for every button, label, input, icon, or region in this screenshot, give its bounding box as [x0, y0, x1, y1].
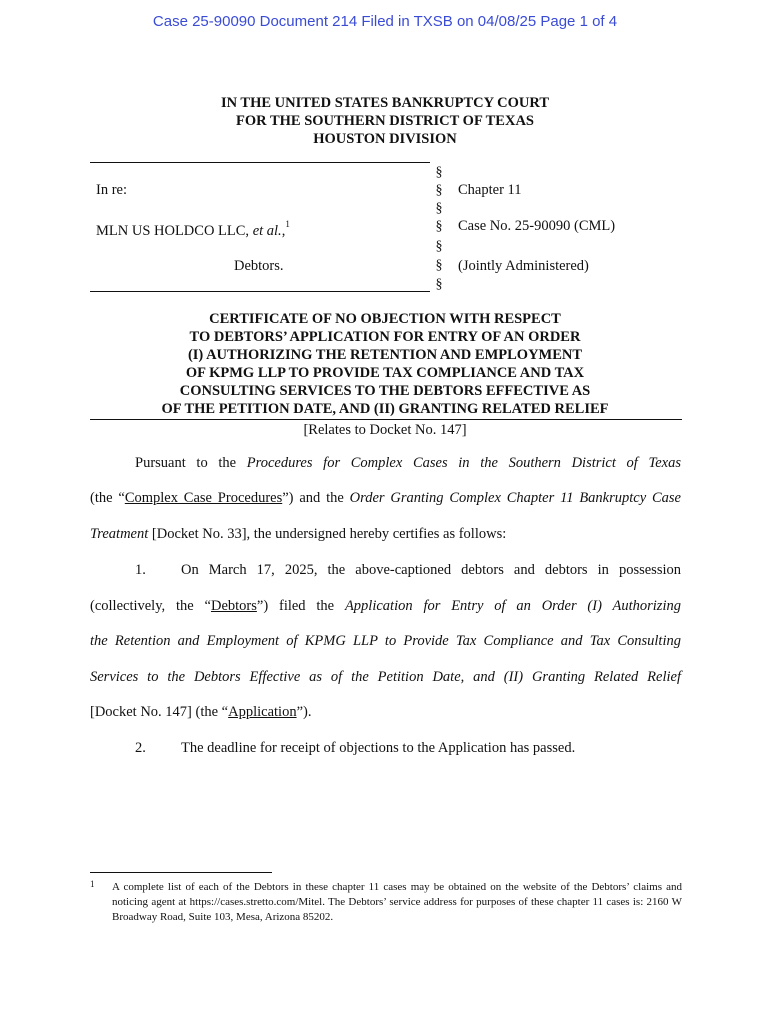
court-division: HOUSTON DIVISION: [313, 131, 457, 147]
debtor-name: MLN US HOLDCO LLC,: [96, 222, 253, 239]
text-span: ”).: [296, 704, 312, 720]
document-title-line-6: OF THE PETITION DATE, AND (II) GRANTING RELATED RELIEF: [161, 401, 609, 417]
caption-debtors-label: Debtors.: [234, 258, 284, 274]
caption-bottom-rule: [90, 291, 430, 292]
section-symbol: §: [435, 165, 443, 180]
text-span: (the “: [90, 490, 125, 506]
document-title-line-1: CERTIFICATE OF NO OBJECTION WITH RESPECT: [209, 311, 561, 327]
para-2-line-5: [90, 704, 681, 721]
text-span: ”) and the: [282, 490, 350, 506]
debtor-comma: ,: [281, 222, 286, 239]
section-symbol: §: [435, 201, 443, 216]
para-2-line-2: [90, 598, 681, 615]
para-1-line-2: [90, 490, 681, 507]
order-title-end: Treatment: [90, 526, 149, 542]
defined-term: Application: [228, 704, 297, 720]
section-symbol: §: [435, 258, 443, 273]
section-symbol: §: [435, 219, 443, 234]
para-1-line-3: [90, 526, 681, 543]
footnote-text: A complete list of each of the Debtors in these chapter 11 cases may be obtained on the website of the Debtors’ claims and noticing agent at https://cases.stretto.com/Mitel. The Debtors’ service address for purposes of these chapter 11 cases is: 2160 W Broadway Road, Suite 103, Mesa, Arizona 85202.: [112, 881, 682, 923]
relates-to-docket: [Relates to Docket No. 147]: [303, 422, 467, 438]
court-name-line-1: IN THE UNITED STATES BANKRUPTCY COURT: [220, 95, 550, 111]
para-1-line-1: [135, 455, 681, 472]
para-2-line-3: the Retention and Employment of KPMG LLP to Provide Tax Compliance and Tax Consulting: [90, 633, 681, 649]
caption-in-re: In re:: [96, 182, 127, 198]
caption-top-rule: [90, 162, 430, 163]
caption-case-number: Case No. 25-90090 (CML): [458, 218, 616, 234]
text-span: [Docket No. 33], the undersigned hereby certifies as follows:: [148, 526, 507, 542]
text-span: Pursuant to the: [135, 455, 247, 471]
footnote-rule: [90, 872, 272, 873]
para-2-line-4: Services to the Debtors Effective as of the Petition Date, and (II) Granting Related Relief: [90, 669, 681, 685]
document-title-line-4: OF KPMG LLP TO PROVIDE TAX COMPLIANCE AND TAX: [185, 365, 585, 381]
caption-jointly-administered: (Jointly Administered): [458, 258, 589, 274]
defined-term: Debtors: [210, 598, 257, 614]
filing-stamp: Case 25-90090 Document 214 Filed in TXSB on 04/08/25 Page 1 of 4: [152, 13, 618, 30]
section-symbol: §: [435, 277, 443, 292]
footnote-mark: 1: [90, 879, 95, 889]
section-symbol: §: [435, 183, 443, 198]
order-title: Order Granting Complex Chapter 11 Bankruptcy Case: [349, 490, 681, 506]
court-name-line-2: FOR THE SOUTHERN DISTRICT OF TEXAS: [235, 113, 534, 129]
et-al: et al.: [252, 222, 282, 239]
caption-chapter: Chapter 11: [458, 182, 522, 198]
text-span: ”) filed the: [256, 598, 345, 614]
para-number-1: 1.: [135, 562, 146, 578]
application-title: Application for Entry of an Order (I) Authorizing: [344, 598, 681, 614]
para-3-line-1: The deadline for receipt of objections to the Application has passed.: [181, 740, 576, 756]
document-title-line-2: TO DEBTORS’ APPLICATION FOR ENTRY OF AN ORDER: [189, 329, 581, 345]
text-span: [Docket No. 147] (the “: [90, 704, 229, 720]
section-symbol: §: [435, 239, 443, 254]
procedures-title: Procedures for Complex Cases in the Southern District of Texas: [246, 455, 681, 471]
caption-debtor-name: [96, 221, 290, 240]
text-span: (collectively, the “: [90, 598, 211, 614]
defined-term: Complex Case Procedures: [124, 490, 283, 506]
para-number-2: 2.: [135, 740, 146, 756]
document-title-line-3: (I) AUTHORIZING THE RETENTION AND EMPLOYMENT: [187, 347, 583, 363]
document-title-line-5: CONSULTING SERVICES TO THE DEBTORS EFFECTIVE AS: [179, 383, 591, 399]
footnote-reference: 1: [285, 219, 290, 229]
para-2-line-1: On March 17, 2025, the above-captioned debtors and debtors in possession: [181, 562, 681, 578]
title-rule: [90, 419, 682, 420]
